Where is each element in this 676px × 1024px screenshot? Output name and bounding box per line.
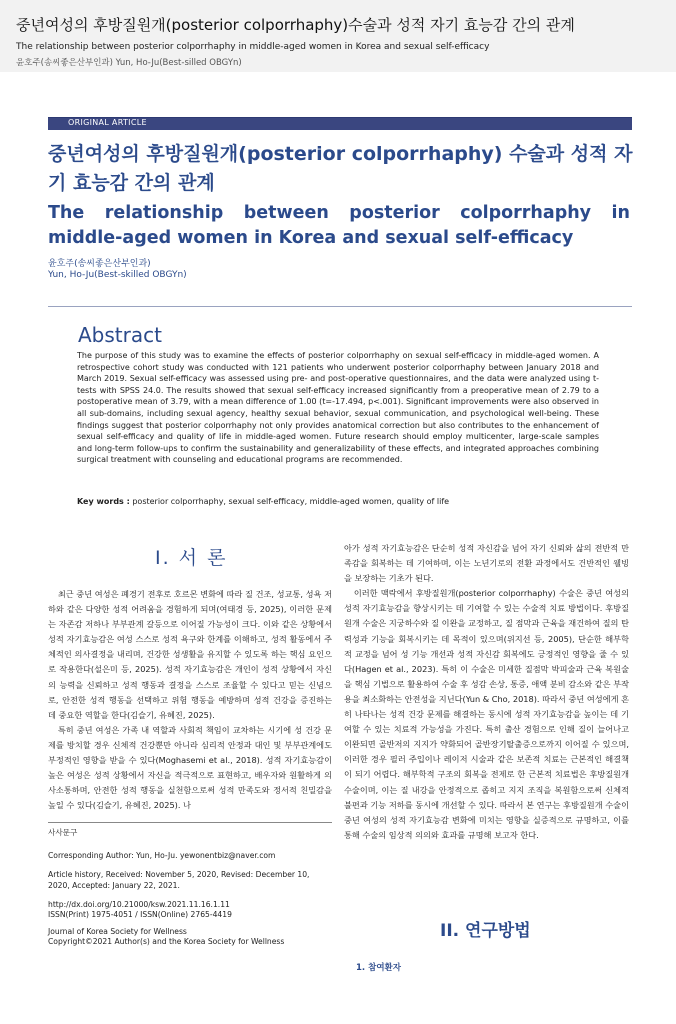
article-type-bar <box>48 117 632 130</box>
abstract-text: The purpose of this study was to examine the effects of posterior colporrhaphy on sexual self-efficacy in middle-aged women. A retrospective cohort study was conducted with 121 patients who underwent posterior colporrhaphy between January 2018 and March 2019. Sexual self-efficacy was assessed using pre- and post-operative questionnaires, and the data were analyzed using t-tests with SPSS 24.0. The results showed that sexual self-efficacy increased significantly from a preoperative mean of 2.79 to a postoperative mean of 3.79, with a mean difference of 1.00 (t=-17.494, p<.001). Significant improvements were also observed in all sub-domains, including sexual agency, healthy sexual behavior, sexual communication, and psychological well-being. These findings suggest that posterior colporrhaphy not only provides anatomical correction but also contributes to the enhancement of sexual self-efficacy and quality of life in middle-aged women. Future research should employ multicenter, large-scale samples and long-term follow-ups to confirm the sustainability and generalizability of these effects, and integrated approaches combining surgical treatment with counseling and educational programs are recommended. <box>77 351 599 465</box>
footnote-divider <box>48 822 332 823</box>
running-title-ko: 중년여성의 후방질원개(posterior colporrhaphy)수술과 성적 자기 효능감 간의 관계 <box>16 16 575 34</box>
section-heading-introduction: I. 서 론 <box>155 547 228 569</box>
footnote-acknowledgement: 사사문구 <box>48 828 78 837</box>
footnote-doi[interactable] <box>48 900 332 911</box>
keywords-list: posterior colporrhaphy, sexual self-efficacy, middle-aged women, quality of life <box>132 497 450 506</box>
running-header <box>0 0 676 72</box>
keywords <box>77 497 599 506</box>
article-title-en: The relationship between posterior colporrhaphy in middle-aged women in Korea and sexual self-efficacy <box>48 203 630 248</box>
author-ko: 윤호주(송씨좋은산부인과) <box>48 259 151 269</box>
right-column <box>344 541 629 843</box>
running-authors: 윤호주(송씨좋은산부인과) Yun, Ho-Ju(Best-silled OBGYn) <box>16 58 242 68</box>
abstract-heading: Abstract <box>78 323 162 347</box>
article-type-label: ORIGINAL ARTICLE <box>68 118 147 127</box>
author-en: Yun, Ho-Ju(Best-skilled OBGYn) <box>48 270 187 280</box>
footnote-journal: Journal of Korea Society for Wellness <box>48 927 187 936</box>
section-heading-methods: II. 연구방법 <box>440 921 531 941</box>
intro-paragraph: 이러한 맥락에서 후방질원개(posterior colporrhaphy) 수술은 중년 여성의 성적 자기효능감을 향상시키는 데 기여할 수 있는 수술적 치료 방법이다. 후방질원개 수술은 지궁하수와 질 이완을 교정하고, 질 점막과 근육을 재건하여 질의 탄력성과 기능을 회복시키는 데 목적이 있으며(위지선 등, 2005), 단순한 해부학적 교정을 넘어 성 기능 개선과 성적 자신감 회복에도 긍정적인 영향을 줄 수 있다(Hagen et al., 2023). 특히 이 수술은 미세한 질점막 박피술과 근육 복원술을 핵심 기법으로 활용하여 수술 후 성감 손상, 통증, 애액 분비 감소와 같은 부작용을 최소화하는 안전성을 지닌다(Yun & Cho, 2018). 따라서 중년 여성에게 흔히 나타나는 성적 건강 문제를 해결하는 동시에 성적 자기효능감을 높이는 데 기여할 수 있는 치료적 가능성을 가진다. 특히 출산 경험으로 인해 질이 늘어나고 이완되면 골반저의 지지가 약화되어 골반장기탈출증으로까지 이어질 수 있으며, 이러한 경우 필러 주입이나 레이저 시술과 같은 보존적 치료는 근본적인 해결책이 되기 어렵다. 해부학적 구조의 회복을 전제로 한 근본적 치료법은 후방질원개 수술이며, 이는 질 내강을 안정적으로 좁히고 지지 조직을 복원함으로써 신체적 불편과 기능 저하를 동시에 개선할 수 있다. 따라서 본 연구는 후방질원개 수술이 중년 여성의 성적 자기효능감 변화에 미치는 영향을 실증적으로 규명하고, 이를 통해 수술의 임상적 의의와 효과를 규명해 보고자 한다. <box>344 588 630 840</box>
subsection-heading-participants: 1. 참여환자 <box>356 963 401 973</box>
footnote-history: Article history, Received: November 5, 2020, Revised: December 10, 2020, Accepted: January 22, 2021. <box>48 870 310 890</box>
doi-link[interactable]: http://dx.doi.org/10.21000/ksw.2021.11.16.1.11 <box>48 900 230 909</box>
intro-paragraph: 특히 중년 여성은 가족 내 역할과 사회적 책임이 교차하는 시기에 성 건강 문제를 방치할 경우 신체적 건강뿐만 아니라 심리적 안정과 대인 및 부부관계에도 부정적인 영향을 받을 수 있다(Moghasemi et al., 2018). 성적 자기효능감이 높은 여성은 성적 상황에서 자신을 적극적으로 표현하고, 배우자와 원활하게 의사소통하며, 안전한 성적 행동을 실천함으로써 성적 만족도와 정서적 친밀감을 높일 수 있다(김슬기, 유혜진, 2025). 나 <box>48 724 332 811</box>
intro-paragraph: 최근 중년 여성은 폐경기 전후로 호르몬 변화에 따라 질 건조, 성교통, 성욕 저하와 같은 다양한 성적 어려움을 경험하게 되며(여태경 등, 2025), 이러한 문제는 자존감 저하나 부부관계 갈등으로 이어질 가능성이 크다. 이와 같은 상황에서 성적 자기효능감은 여성 스스로 성적 욕구와 한계를 이해하고, 성적 활동에서 주체적인 의사결정을 내리며, 건강한 성생활을 유지할 수 있도록 하는 핵심 요인으로 작용한다(설은미 등, 2025). 성적 자기효능감은 개인이 성적 상황에서 자신의 능력을 신뢰하고 성적 행동과 결정을 스스로 조율할 수 있다고 믿는 신념으로, 안전한 성적 행동을 선택하고 위험 행동을 예방하며 성적 건강을 증진하는 데 중요한 역할을 한다(김슬기, 유혜진, 2025). <box>48 589 332 720</box>
footnote-issn: ISSN(Print) 1975-4051 / ISSN(Online) 2765-4419 <box>48 910 232 919</box>
keywords-label: Key words : <box>77 497 130 506</box>
article-title-ko: 중년여성의 후방질원개(posterior colporrhaphy) 수술과 성적 자기 효능감 간의 관계 <box>48 143 633 194</box>
footnote-corresponding: Corresponding Author: Yun, Ho-Ju. yewonentbiz@naver.com <box>48 851 276 860</box>
left-column <box>48 587 332 813</box>
intro-paragraph: 아가 성적 자기효능감은 단순히 성적 자신감을 넘어 자기 신뢰와 삶의 전반적 만족감을 회복하는 데 기여하며, 이는 노년기로의 전환 과정에서도 건반적인 웰빙을 보장하는 기초가 된다. <box>344 543 629 584</box>
running-title-en: The relationship between posterior colporrhaphy in middle-aged women in Korea and sexual self-efficacy <box>16 42 490 52</box>
footnote-copyright: Copyright©2021 Author(s) and the Korea Society for Wellness <box>48 937 285 946</box>
